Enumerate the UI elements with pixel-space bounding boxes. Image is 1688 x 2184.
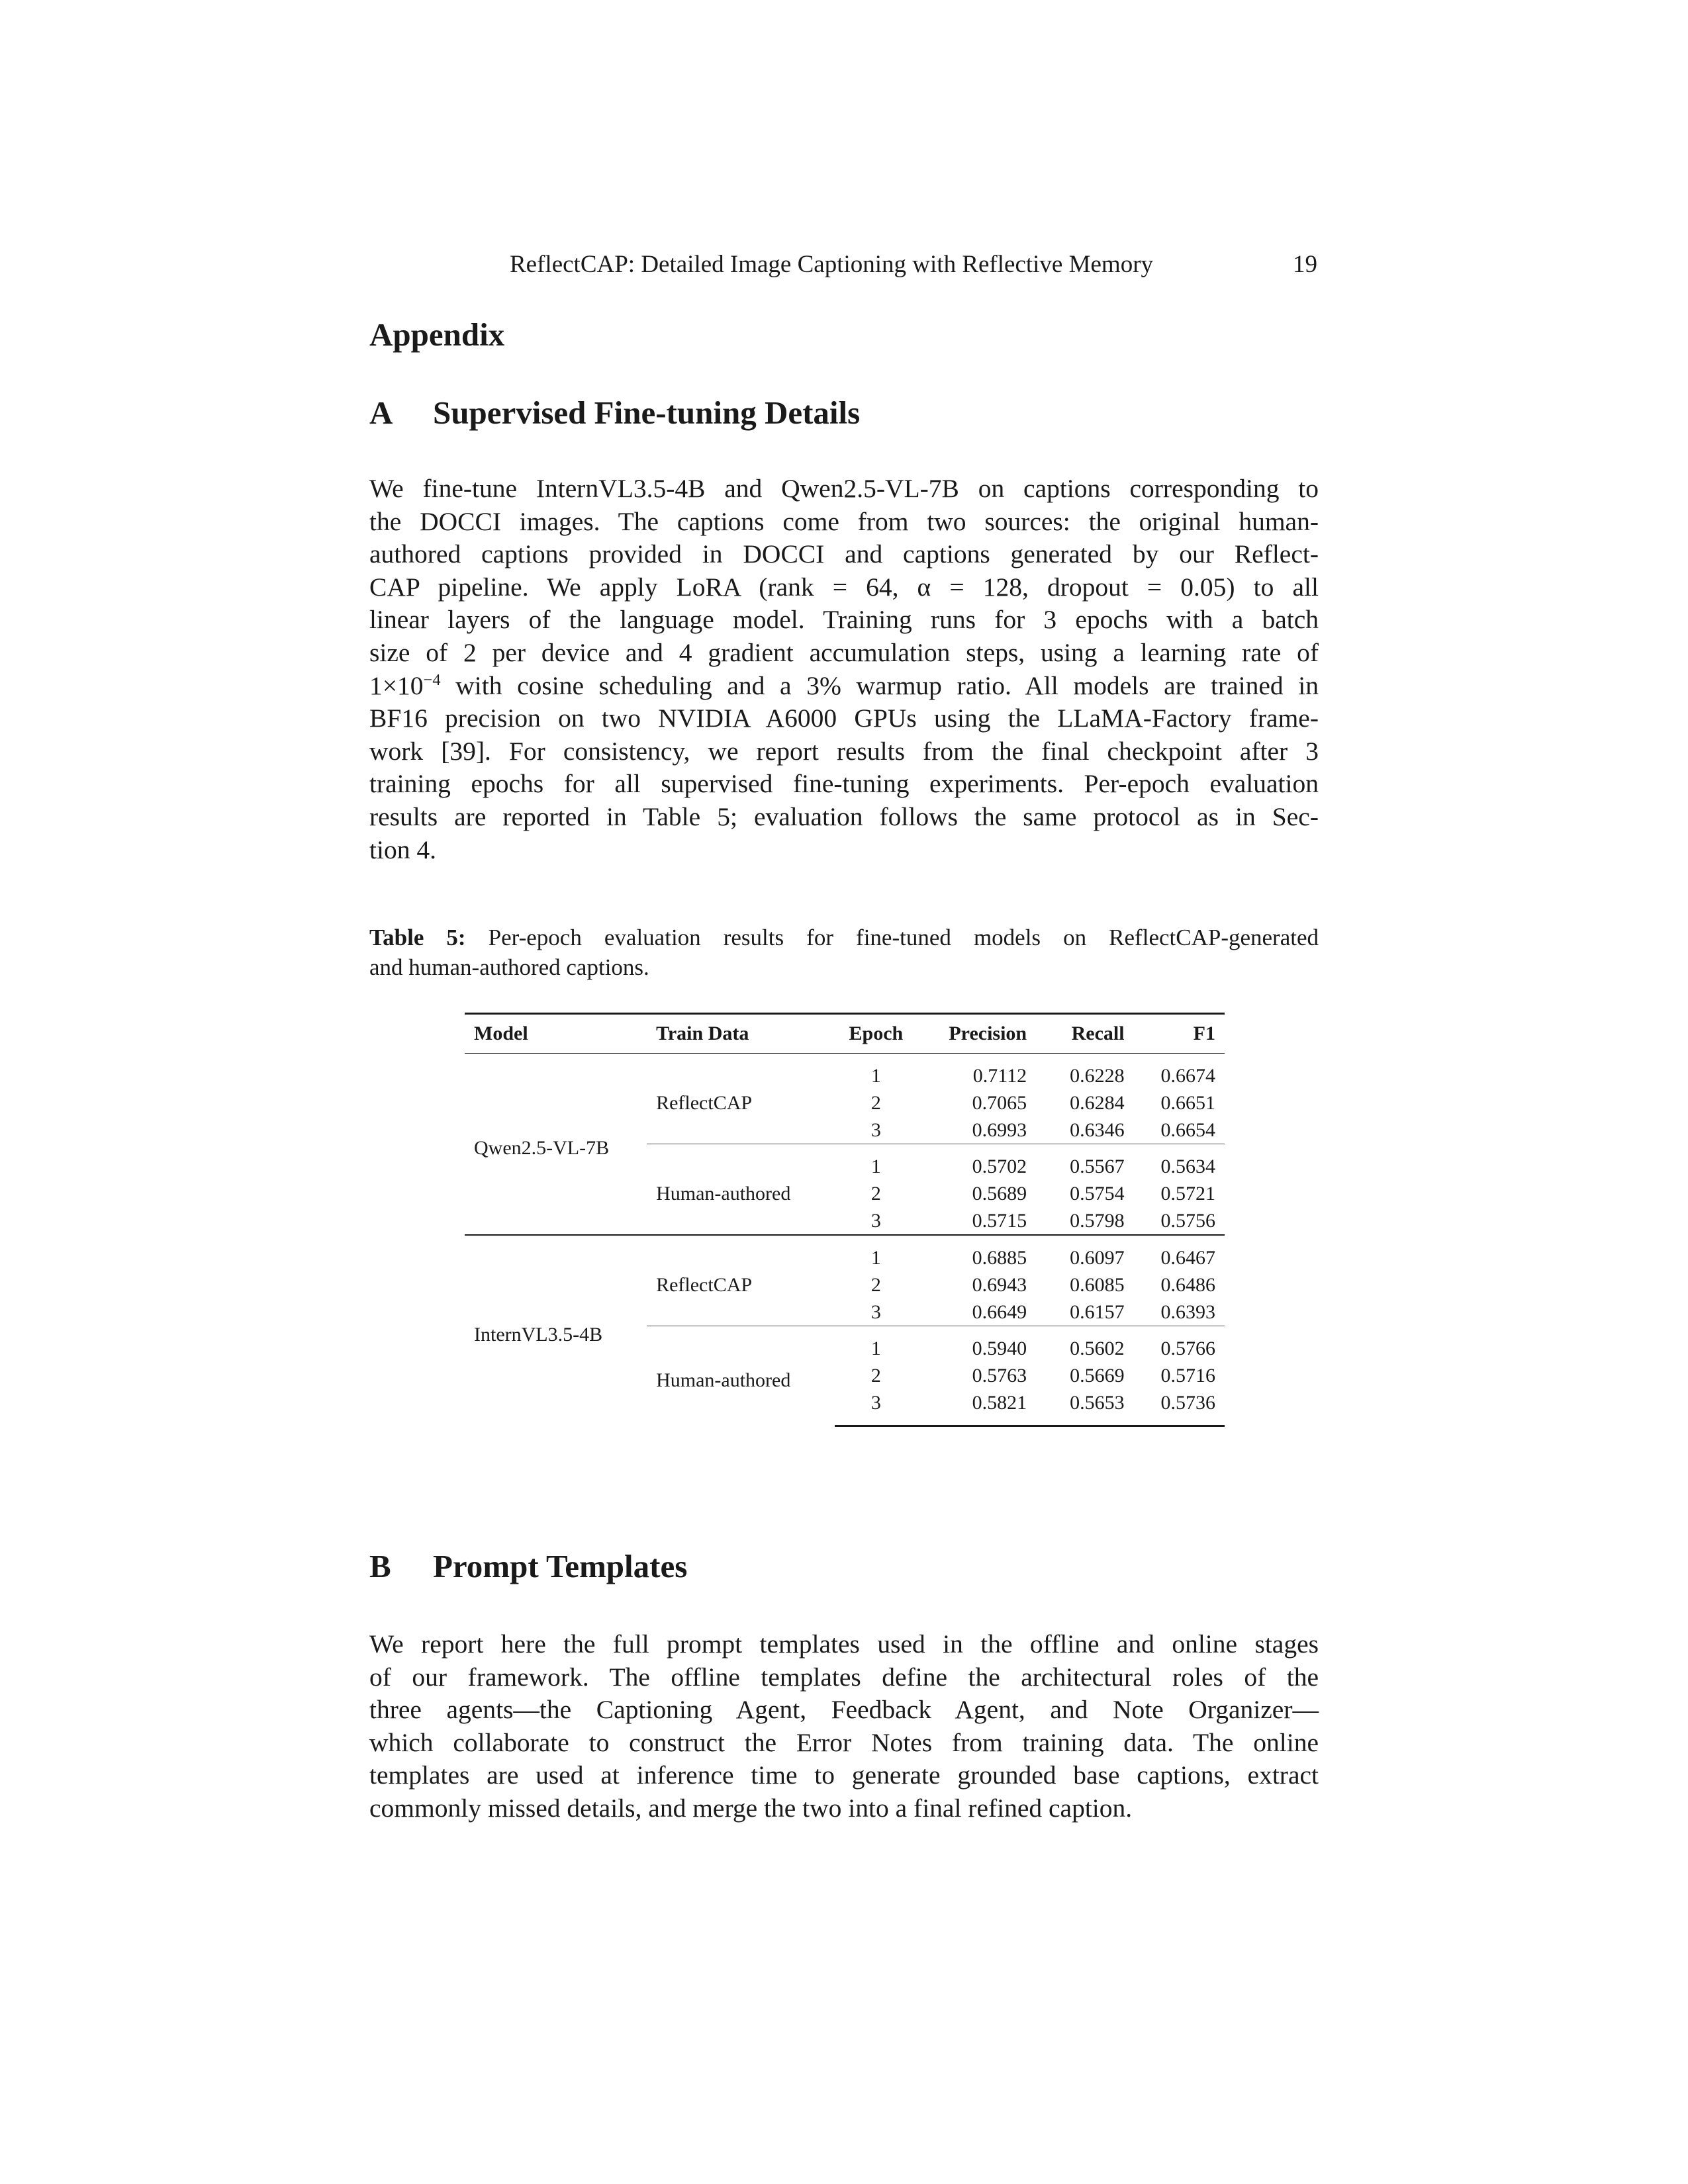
recall-cell: 0.5567 bbox=[1036, 1144, 1133, 1181]
paragraph-line: We report here the full prompt templates used in the offline and online stages bbox=[369, 1629, 1319, 1659]
results-table bbox=[465, 1013, 1225, 1427]
learning-rate-exponent: −4 bbox=[423, 670, 441, 689]
paragraph-line: the DOCCI images. The captions come from two sources: the original human- bbox=[369, 506, 1319, 536]
model-name-cell: Qwen2.5-VL-7B bbox=[474, 1137, 610, 1159]
section-b-paragraph bbox=[369, 1628, 1319, 1825]
epoch-cell: 2 bbox=[870, 1273, 881, 1296]
table-caption-line: and human-authored captions. bbox=[369, 954, 649, 980]
epoch-cell: 3 bbox=[870, 1209, 881, 1232]
table-header-row bbox=[465, 1014, 1225, 1054]
page-number: 19 bbox=[1293, 251, 1317, 278]
paragraph-line: of our framework. The offline templates define the architectural roles of the bbox=[369, 1662, 1319, 1692]
paragraph-line: BF16 precision on two NVIDIA A6000 GPUs using the LLaMA-Factory frame- bbox=[369, 704, 1319, 733]
section-a-paragraph bbox=[369, 473, 1319, 866]
paragraph-line: which collaborate to construct the Error Notes from training data. The online bbox=[369, 1727, 1319, 1757]
paragraph-line: authored captions provided in DOCCI and captions generated by our Reflect- bbox=[369, 539, 1319, 569]
recall-cell: 0.5602 bbox=[1036, 1326, 1133, 1363]
section-a-title: Supervised Fine-tuning Details bbox=[433, 394, 861, 431]
precision-cell: 0.7112 bbox=[972, 1064, 1027, 1087]
f1-cell: 0.5721 bbox=[1160, 1182, 1215, 1205]
paragraph-line: training epochs for all supervised fine-tuning experiments. Per-epoch evaluation bbox=[369, 769, 1319, 799]
train-data-cell: ReflectCAP bbox=[656, 1091, 753, 1114]
f1-cell: 0.5766 bbox=[1134, 1326, 1225, 1363]
precision-cell: 0.6993 bbox=[972, 1118, 1027, 1141]
precision-cell: 0.5940 bbox=[917, 1326, 1036, 1363]
paragraph-line: work [39]. For consistency, we report results from the final checkpoint after 3 bbox=[369, 736, 1319, 766]
paragraph-line: commonly missed details, and merge the two into a final refined caption. bbox=[369, 1793, 1133, 1823]
precision-cell: 0.5821 bbox=[917, 1389, 1036, 1426]
precision-cell: 0.6885 bbox=[917, 1235, 1036, 1271]
recall-cell: 0.6284 bbox=[1070, 1091, 1125, 1114]
header-model: Model bbox=[465, 1014, 647, 1054]
section-b-title: Prompt Templates bbox=[433, 1548, 688, 1584]
epoch-cell: 1 bbox=[870, 1064, 881, 1087]
precision-cell: 0.5702 bbox=[917, 1144, 1036, 1181]
precision-cell: 0.5715 bbox=[972, 1209, 1027, 1232]
table-caption-text: Per-epoch evaluation results for fine-tuned models on ReflectCAP-generated bbox=[465, 925, 1319, 950]
recall-cell: 0.5798 bbox=[1070, 1209, 1125, 1232]
recall-cell: 0.5754 bbox=[1070, 1182, 1125, 1205]
table-row bbox=[465, 1054, 1225, 1090]
table-caption-label: Table 5: bbox=[369, 925, 466, 950]
recall-cell: 0.6228 bbox=[1070, 1064, 1125, 1087]
f1-cell: 0.6674 bbox=[1160, 1064, 1215, 1087]
paragraph-line: results are reported in Table 5; evaluation follows the same protocol as in Sec- bbox=[369, 801, 1319, 831]
epoch-cell: 3 bbox=[870, 1118, 881, 1141]
epoch-cell: 1 bbox=[835, 1144, 918, 1181]
recall-cell: 0.6097 bbox=[1036, 1235, 1133, 1271]
model-name-cell: InternVL3.5-4B bbox=[465, 1235, 647, 1426]
f1-cell: 0.6654 bbox=[1160, 1118, 1215, 1141]
section-b-heading bbox=[369, 1548, 687, 1585]
epoch-cell: 3 bbox=[835, 1389, 918, 1426]
paragraph-line: three agents—the Captioning Agent, Feedback Agent, and Note Organizer— bbox=[369, 1695, 1319, 1725]
f1-cell: 0.6486 bbox=[1160, 1273, 1215, 1296]
train-data-cell: Human-authored bbox=[647, 1326, 834, 1426]
paragraph-line: We fine-tune InternVL3.5-4B and Qwen2.5-VL-7B on captions corresponding to bbox=[369, 474, 1319, 503]
epoch-cell: 1 bbox=[835, 1326, 918, 1363]
header-train-data: Train Data bbox=[647, 1014, 834, 1054]
section-a-heading bbox=[369, 394, 860, 432]
f1-cell: 0.5634 bbox=[1134, 1144, 1225, 1181]
learning-rate-base: 1×10 bbox=[369, 670, 424, 700]
epoch-cell: 1 bbox=[835, 1235, 918, 1271]
precision-cell: 0.5689 bbox=[972, 1182, 1027, 1205]
paragraph-line: size of 2 per device and 4 gradient accumulation steps, using a learning rate of bbox=[369, 637, 1319, 667]
header-recall: Recall bbox=[1036, 1014, 1133, 1054]
precision-cell: 0.7065 bbox=[972, 1091, 1027, 1114]
precision-cell: 0.6943 bbox=[972, 1273, 1027, 1296]
f1-cell: 0.6651 bbox=[1160, 1091, 1215, 1114]
train-data-cell: Human-authored bbox=[647, 1144, 834, 1236]
paragraph-line-with-exponent bbox=[369, 670, 1319, 703]
precision-cell: 0.5763 bbox=[972, 1364, 1027, 1387]
header-epoch: Epoch bbox=[835, 1014, 918, 1054]
paragraph-line: templates are used at inference time to generate grounded base captions, extract bbox=[369, 1760, 1319, 1790]
paragraph-line: tion 4. bbox=[369, 835, 436, 864]
section-b-number: B bbox=[369, 1548, 391, 1584]
epoch-cell: 2 bbox=[870, 1364, 881, 1387]
recall-cell: 0.6085 bbox=[1070, 1273, 1125, 1296]
section-a-number: A bbox=[369, 394, 393, 431]
precision-cell: 0.6649 bbox=[972, 1300, 1027, 1323]
table-caption-line bbox=[369, 923, 1319, 952]
recall-cell: 0.6346 bbox=[1070, 1118, 1125, 1141]
recall-cell: 0.5653 bbox=[1036, 1389, 1133, 1426]
recall-cell: 0.6157 bbox=[1070, 1300, 1125, 1323]
f1-cell: 0.6467 bbox=[1134, 1235, 1225, 1271]
epoch-cell: 3 bbox=[870, 1300, 881, 1323]
running-title: ReflectCAP: Detailed Image Captioning with Reflective Memory bbox=[510, 251, 1154, 278]
f1-cell: 0.5716 bbox=[1160, 1364, 1215, 1387]
appendix-heading: Appendix bbox=[369, 316, 505, 353]
f1-cell: 0.5736 bbox=[1134, 1389, 1225, 1426]
paragraph-line-rest: with cosine scheduling and a 3% warmup ratio. All models are trained in bbox=[440, 670, 1319, 700]
table-row bbox=[465, 1235, 1225, 1271]
epoch-cell: 2 bbox=[870, 1182, 881, 1205]
epoch-cell: 2 bbox=[870, 1091, 881, 1114]
f1-cell: 0.6393 bbox=[1160, 1300, 1215, 1323]
paragraph-line: CAP pipeline. We apply LoRA (rank = 64, α = 128, dropout = 0.05) to all bbox=[369, 572, 1319, 602]
paragraph-line: linear layers of the language model. Training runs for 3 epochs with a batch bbox=[369, 605, 1319, 635]
table-caption bbox=[369, 923, 1319, 982]
train-data-cell: ReflectCAP bbox=[647, 1235, 834, 1326]
header-f1: F1 bbox=[1134, 1014, 1225, 1054]
recall-cell: 0.5669 bbox=[1070, 1364, 1125, 1387]
f1-cell: 0.5756 bbox=[1160, 1209, 1215, 1232]
header-precision: Precision bbox=[917, 1014, 1036, 1054]
